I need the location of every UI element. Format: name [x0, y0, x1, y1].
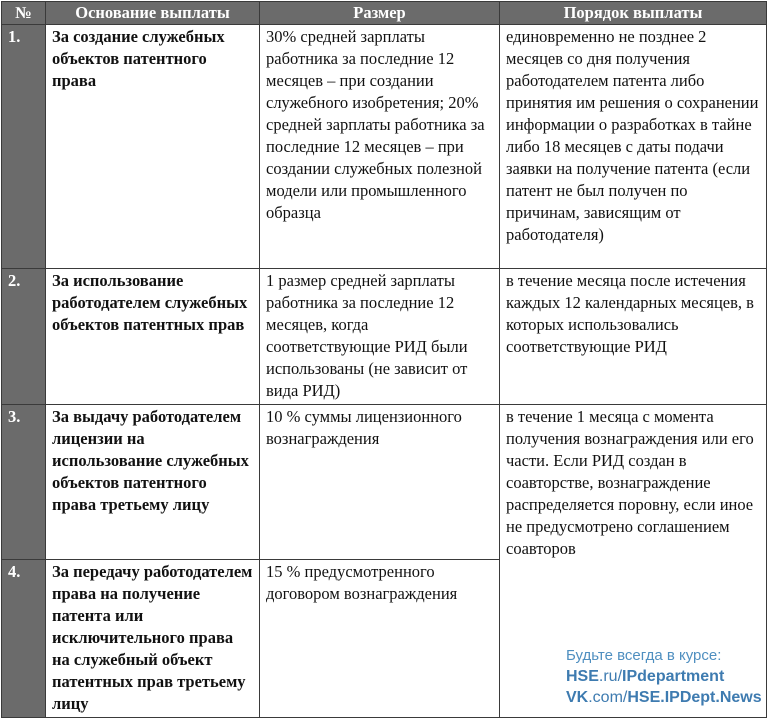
table-row: [2, 405, 767, 560]
table-header-row: [2, 2, 767, 25]
table-row: [2, 269, 767, 405]
payment-basis: За передачу работодателем права на получение патента или исключительного права на служебный объект патентных прав третьему лицу: [46, 560, 260, 718]
payment-basis: За использование работодателем служебных объектов патентных прав: [46, 269, 260, 405]
payment-basis: За создание служебных объектов патентного права: [46, 25, 260, 269]
row-number: 2.: [2, 269, 46, 405]
row-number: 3.: [2, 405, 46, 560]
row-number: 4.: [2, 560, 46, 718]
payment-size: 10 % суммы лицензионного вознаграждения: [260, 405, 500, 560]
vk-link[interactable]: VK.com/HSE.IPDept.News: [566, 689, 762, 706]
payment-size: 1 размер средней зарплаты работника за последние 12 месяцев, когда соответствующие РИД были использованы (не зависит от вида РИД): [260, 269, 500, 405]
payment-size: 30% средней зарплаты работника за последние 12 месяцев – при создании служебного изобретения; 20% средней зарплаты работника за последние 12 месяцев – при создании служебных полезной модели или промышленного образца: [260, 25, 500, 269]
payment-size: 15 % предусмотренного договором вознаграждения: [260, 560, 500, 718]
payment-order: единовременно не позднее 2 месяцев со дня получения работодателем патента либо принятия им решения о сохранении информации о разработках в тайне либо 18 месяцев с даты подачи заявки на получение патента (если патент не был получен по причинам, зависящим от работодателя): [500, 25, 767, 269]
footer-tagline: Будьте всегда в курсе:: [566, 647, 722, 664]
table-row: [2, 25, 767, 269]
header-size: Размер: [260, 2, 500, 25]
hse-link[interactable]: HSE.ru/IPdepartment: [566, 668, 725, 685]
payments-table: [1, 1, 767, 718]
footer-watermark: [566, 645, 762, 708]
payment-order: в течение 1 месяца с момента получения вознаграждения или его части. Если РИД создан в соавторстве, вознаграждение распределяется поровну, если иное не предусмотрено соглашением соавторов: [500, 405, 767, 718]
header-num: №: [2, 2, 46, 25]
row-number: 1.: [2, 25, 46, 269]
payment-order: в течение месяца после истечения каждых 12 календарных месяцев, в которых использовались соответствующие РИД: [500, 269, 767, 405]
header-basis: Основание выплаты: [46, 2, 260, 25]
payment-basis: За выдачу работодателем лицензии на использование служебных объектов патентного права третьему лицу: [46, 405, 260, 560]
header-order: Порядок выплаты: [500, 2, 767, 25]
